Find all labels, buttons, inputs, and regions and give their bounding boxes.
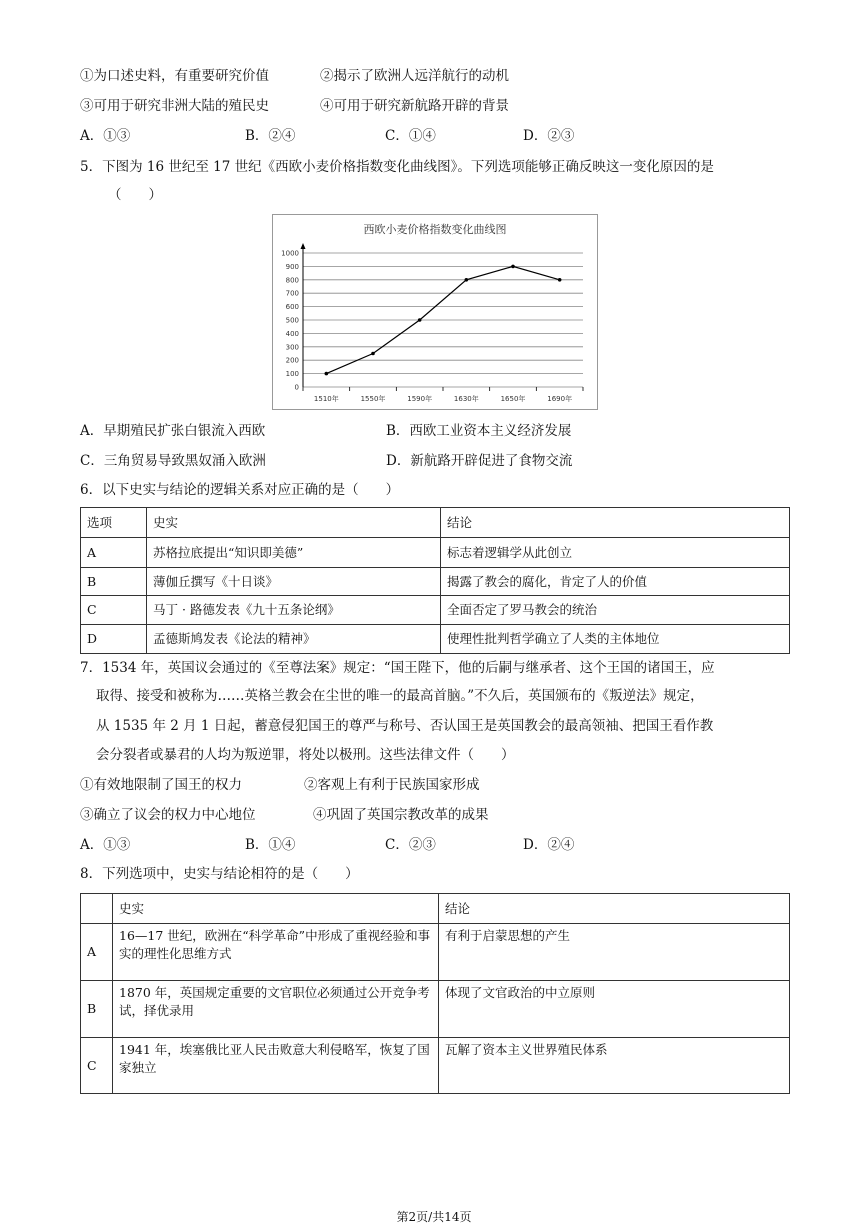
q7-option-d[interactable]: D．②④ [523,837,575,853]
q6-row-b-label: B [81,568,147,596]
q6-row-a-fact: 苏格拉底提出“知识即美德” [147,538,441,568]
q5-option-a[interactable]: A．早期殖民扩张白银流入西欧 [80,423,266,439]
x-tick-label: 1650年 [500,395,526,403]
q7-statement-2: ②客观上有利于民族国家形成 [304,777,480,793]
q4-option-a[interactable]: A．①③ [80,128,131,144]
q8-row-a-conclusion: 有利于启蒙思想的产生 [439,924,790,981]
q8-row-b-label: B [81,981,113,1038]
q5-option-b[interactable]: B．西欧工业资本主义经济发展 [386,423,572,439]
q7-text-line-3: 从 1535 年 2 月 1 日起，蓄意侵犯国王的尊严与称号、否认国王是英国教会的最高领袖、把国王看作教 [96,718,714,734]
q8-row-b-fact: 1870 年，英国规定重要的文官职位必须通过公开竞争考试，择优录用 [113,981,439,1038]
q4-statement-4: ④可用于研究新航路开辟的背景 [320,98,509,114]
y-tick-label: 400 [285,329,299,338]
x-tick-label: 1690年 [547,395,573,403]
q6-question-text: 6．以下史实与结论的逻辑关系对应正确的是（ ） [80,482,400,498]
y-axis-arrow [301,243,306,249]
q6-row-a-conclusion: 标志着逻辑学从此创立 [441,538,790,568]
q8-header-conclusion: 结论 [439,894,790,924]
page-number: 第2页/共14页 [396,1210,472,1224]
table-row [81,1038,790,1094]
q6-row-c-fact: 马丁 · 路德发表《九十五条论纲》 [147,596,441,625]
y-tick-label: 700 [285,289,299,298]
q8-row-c-conclusion: 瓦解了资本主义世界殖民体系 [439,1038,790,1094]
q8-row-c-label: C [81,1038,113,1094]
q7-statement-3: ③确立了议会的权力中心地位 [80,807,256,823]
y-tick-label: 600 [285,303,299,312]
q6-header-fact: 史实 [147,508,441,538]
q8-table [80,893,790,1094]
q6-row-b-conclusion: 揭露了教会的腐化，肯定了人的价值 [441,568,790,596]
data-point [325,372,329,376]
q6-header-option: 选项 [81,508,147,538]
y-tick-label: 100 [285,370,299,379]
y-tick-label: 200 [285,356,299,365]
data-point [558,278,562,282]
q5-option-c[interactable]: C．三角贸易导致黑奴涌入欧洲 [80,453,266,469]
q5-question-text: 5．下图为 16 世纪至 17 世纪《西欧小麦价格指数变化曲线图》。下列选项能够正确反映这一变化原因的是 [80,159,714,175]
table-row [81,596,790,625]
q8-question-text: 8．下列选项中，史实与结论相符的是（ ） [80,866,359,882]
q6-row-d-label: D [81,625,147,654]
q4-option-b[interactable]: B．②④ [245,128,296,144]
wheat-price-chart-svg [273,215,597,409]
y-tick-label: 800 [285,276,299,285]
q7-option-a[interactable]: A．①③ [80,837,131,853]
q6-table [80,507,790,654]
table-row [81,625,790,654]
q4-option-c[interactable]: C．①④ [385,128,436,144]
data-point [465,278,469,282]
q4-statement-2: ②揭示了欧洲人远洋航行的动机 [320,68,509,84]
x-tick-label: 1630年 [453,395,479,403]
y-tick-label: 0 [294,383,299,392]
q8-row-c-fact: 1941 年，埃塞俄比亚人民击败意大利侵略军，恢复了国家独立 [113,1038,439,1094]
q6-row-b-fact: 薄伽丘撰写《十日谈》 [147,568,441,596]
q6-row-c-conclusion: 全面否定了罗马教会的统治 [441,596,790,625]
q6-row-c-label: C [81,596,147,625]
q7-text-line-1: 7．1534 年，英国议会通过的《至尊法案》规定：“国王陛下，他的后嗣与继承者、这个王国的诸国王，应 [80,660,715,676]
q5-option-d[interactable]: D．新航路开辟促进了食物交流 [386,453,573,469]
x-tick-label: 1510年 [313,395,339,403]
x-tick-label: 1590年 [407,395,433,403]
table-row [81,981,790,1038]
data-point [511,265,515,269]
table-row [81,568,790,596]
q8-row-a-label: A [81,924,113,981]
q7-text-line-4: 会分裂者或暴君的人均为叛逆罪，将处以极刑。这些法律文件（ ） [96,747,515,763]
q4-option-d[interactable]: D．②③ [523,128,575,144]
y-tick-label: 1000 [281,249,299,258]
table-row [81,538,790,568]
q7-option-b[interactable]: B．①④ [245,837,296,853]
q7-option-c[interactable]: C．②③ [385,837,436,853]
table-row [81,924,790,981]
q7-text-line-2: 取得、接受和被称为……英格兰教会在尘世的唯一的最高首脑。”不久后，英国颁布的《叛逆法》规定， [96,688,704,704]
q8-header-option [81,894,113,924]
chart-title: 西欧小麦价格指数变化曲线图 [363,223,507,236]
data-point [371,352,375,356]
q8-row-b-conclusion: 体现了文官政治的中立原则 [439,981,790,1038]
q6-row-a-label: A [81,538,147,568]
q5-answer-blank: （ ） [108,187,162,203]
q4-statement-3: ③可用于研究非洲大陆的殖民史 [80,98,269,114]
q6-row-d-conclusion: 使理性批判哲学确立了人类的主体地位 [441,625,790,654]
x-tick-label: 1550年 [360,395,386,403]
data-point [418,318,422,322]
q4-statement-1: ①为口述史料，有重要研究价值 [80,68,269,84]
q7-statement-4: ④巩固了英国宗教改革的成果 [313,807,489,823]
q6-header-conclusion: 结论 [441,508,790,538]
y-tick-label: 500 [285,316,299,325]
q7-statement-1: ①有效地限制了国王的权力 [80,777,242,793]
q8-row-a-fact: 16—17 世纪，欧洲在“科学革命”中形成了重视经验和事实的理性化思维方式 [113,924,439,981]
y-tick-label: 300 [285,343,299,352]
wheat-price-chart [272,214,598,410]
q6-row-d-fact: 孟德斯鸠发表《论法的精神》 [147,625,441,654]
q8-header-fact: 史实 [113,894,439,924]
y-tick-label: 900 [285,262,299,271]
